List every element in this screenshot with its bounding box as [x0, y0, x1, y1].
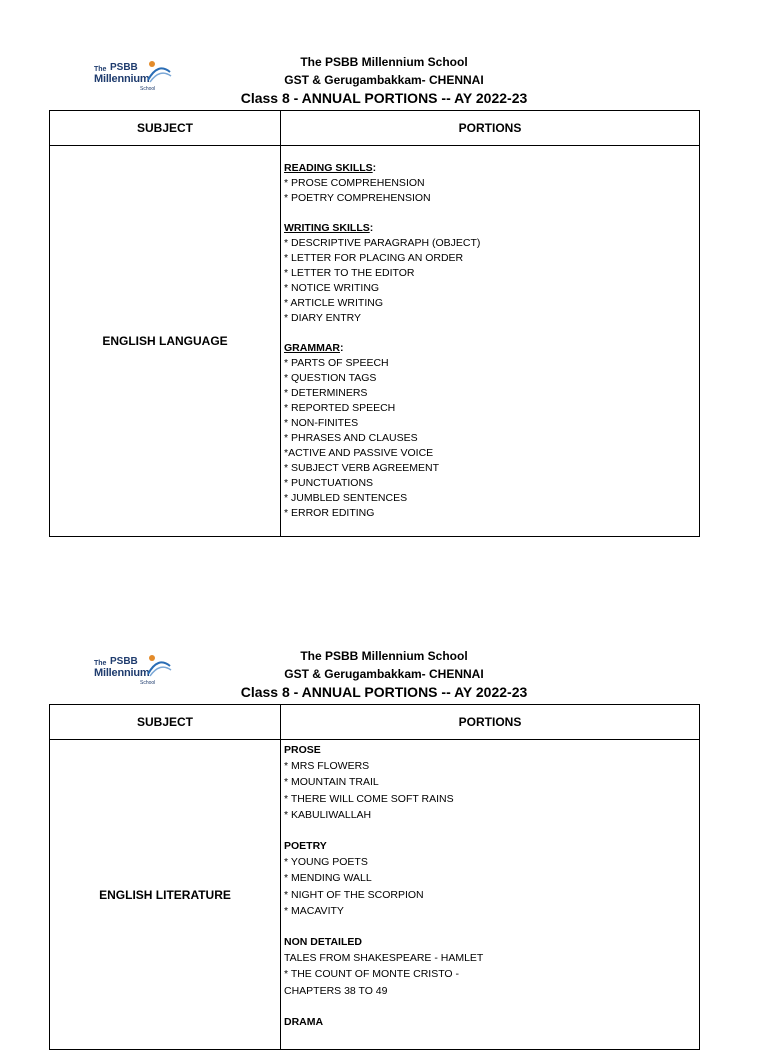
page-title: Class 8 - ANNUAL PORTIONS -- AY 2022-23 [240, 684, 528, 700]
section-heading-text: PROSE [284, 744, 321, 756]
section-heading [284, 742, 699, 758]
portion-item: * MENDING WALL [284, 872, 372, 885]
school-location: GST & Gerugambakkam- CHENNAI [284, 667, 484, 681]
section-heading-suffix: : [340, 342, 344, 354]
section-heading-text: READING SKILLS [284, 162, 373, 174]
school-location: GST & Gerugambakkam- CHENNAI [284, 73, 484, 87]
logo-text-psbb: PSBB [110, 62, 138, 73]
portions-cell [281, 146, 700, 537]
portion-item: * PUNCTUATIONS [284, 477, 374, 489]
portion-item: * ERROR EDITING [284, 507, 375, 519]
logo-text-school: School [140, 86, 156, 92]
section-heading-text: GRAMMAR [284, 342, 340, 354]
section-spacer [284, 326, 699, 341]
portion-item: * SUBJECT VERB AGREEMENT [284, 462, 440, 474]
school-name: The PSBB Millennium School [300, 55, 468, 69]
portion-item: * MACAVITY [284, 904, 344, 917]
column-header-subject: SUBJECT [50, 111, 281, 146]
portion-item: * PROSE COMPREHENSION [284, 177, 425, 189]
portion-item: * NOTICE WRITING [284, 282, 380, 294]
section-spacer [284, 823, 699, 838]
page-title: Class 8 - ANNUAL PORTIONS -- AY 2022-23 [240, 90, 528, 106]
portion-item: * ARTICLE WRITING [284, 297, 383, 309]
section-heading [284, 161, 699, 176]
section-heading [284, 1014, 699, 1030]
column-header-subject: SUBJECT [50, 705, 281, 740]
portions-table [49, 704, 700, 1050]
portion-item: CHAPTERS 38 TO 49 [284, 984, 388, 997]
section-heading-text: WRITING SKILLS [284, 222, 370, 234]
logo-text-school: School [140, 680, 156, 686]
portion-item: * LETTER TO THE EDITOR [284, 267, 415, 279]
logo-text-the: The [94, 660, 107, 667]
logo-text-psbb: PSBB [110, 656, 138, 667]
portion-item: * LETTER FOR PLACING AN ORDER [284, 252, 464, 264]
section-heading-text: DRAMA [284, 1015, 324, 1028]
section-heading-text: NON DETAILED [284, 936, 362, 949]
subject-cell: ENGLISH LITERATURE [50, 740, 281, 1050]
logo-text-the: The [94, 66, 107, 73]
section-heading-text: POETRY [284, 840, 327, 853]
portion-item: TALES FROM SHAKESPEARE - HAMLET [284, 952, 484, 965]
document-header [0, 647, 768, 701]
portion-item: *ACTIVE AND PASSIVE VOICE [284, 447, 434, 459]
section-spacer [284, 999, 699, 1014]
portion-item: * NON-FINITES [284, 417, 359, 429]
logo-text-millennium: Millennium [94, 667, 150, 679]
portion-item: * THERE WILL COME SOFT RAINS [284, 792, 454, 805]
school-name: The PSBB Millennium School [300, 649, 468, 663]
portion-item: * MRS FLOWERS [284, 760, 370, 773]
section-spacer [284, 919, 699, 934]
portions-table [49, 110, 700, 537]
portion-item: * REPORTED SPEECH [284, 402, 396, 414]
section-heading-suffix: : [372, 162, 377, 174]
portion-item: * NIGHT OF THE SCORPION [284, 888, 424, 901]
portion-item: * DIARY ENTRY [284, 312, 362, 324]
portion-item: * DESCRIPTIVE PARAGRAPH (OBJECT) [284, 237, 481, 249]
portion-item: * POETRY COMPREHENSION [284, 192, 431, 204]
column-header-portions: PORTIONS [281, 705, 700, 740]
portion-item: * PARTS OF SPEECH [284, 357, 389, 369]
column-header-portions: PORTIONS [281, 111, 700, 146]
portion-item: * YOUNG POETS [284, 856, 368, 869]
portion-item: * JUMBLED SENTENCES [284, 492, 408, 504]
portions-cell [281, 740, 700, 1050]
logo-text-millennium: Millennium [94, 73, 150, 85]
portion-item: * MOUNTAIN TRAIL [284, 776, 379, 789]
subject-cell: ENGLISH LANGUAGE [50, 146, 281, 537]
section-heading [284, 838, 699, 854]
portion-item: * QUESTION TAGS [284, 372, 377, 384]
document-header [0, 53, 768, 107]
section-heading [284, 934, 699, 950]
section-heading [284, 221, 699, 236]
portion-item: * PHRASES AND CLAUSES [284, 432, 418, 444]
portion-item: * DETERMINERS [284, 387, 368, 399]
section-heading [284, 341, 699, 356]
portion-item: * KABULIWALLAH [284, 808, 372, 821]
section-heading-suffix: : [369, 222, 374, 234]
section-spacer [284, 206, 699, 221]
portion-item: * THE COUNT OF MONTE CRISTO - [284, 968, 460, 981]
